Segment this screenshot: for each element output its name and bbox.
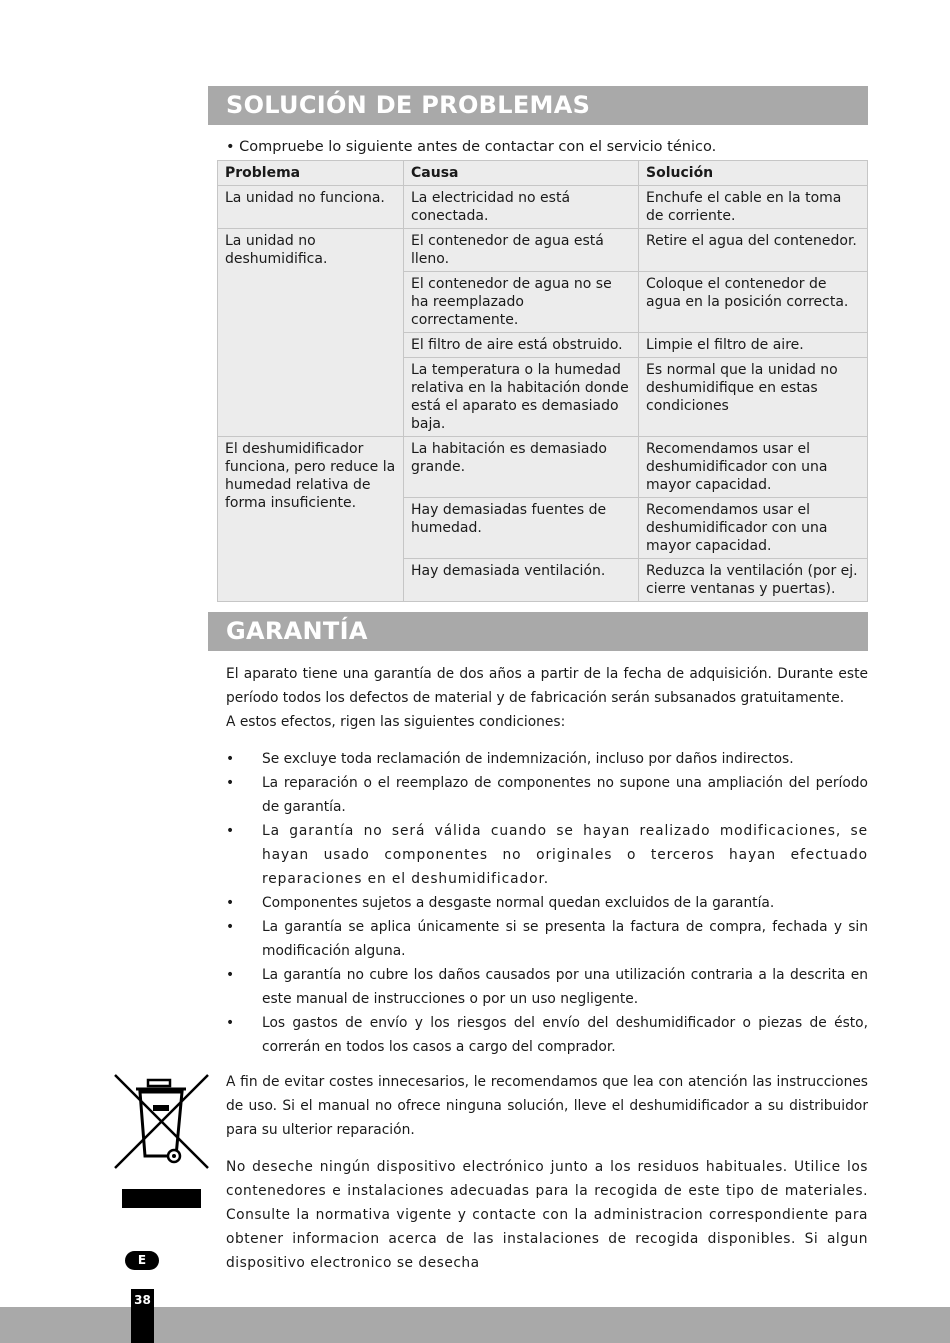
solution-cell: Enchufe el cable en la toma de corriente.	[639, 186, 868, 229]
weee-bar	[122, 1189, 201, 1208]
troubleshooting-intro: • Compruebe lo siguiente antes de contactar con el servicio ténico.	[226, 139, 717, 155]
solution-cell: Limpie el filtro de aire.	[639, 333, 868, 358]
warranty-advice: A fin de evitar costes innecesarios, le recomendamos que lea con atención las instrucciones de uso. Si el manual no ofrece ninguna solución, lleve el deshumidificador a su distribuidor para su ulterior reparación.	[226, 1074, 868, 1138]
solution-cell: Es normal que la unidad no deshumidifique en estas condiciones	[639, 358, 868, 437]
list-item: • Componentes sujetos a desgaste normal quedan excluidos de la garantía.	[226, 891, 868, 915]
warranty-conditions-list	[226, 747, 868, 1059]
warranty-title: GARANTÍA	[208, 612, 868, 651]
cause-cell: El filtro de aire está obstruido.	[404, 333, 639, 358]
table-header-row	[218, 161, 868, 186]
warranty-intro: El aparato tiene una garantía de dos años a partir de la fecha de adquisición. Durante este período todos los defectos de material y de fabricación serán subsanados gratuitamente.	[226, 666, 868, 706]
solution-cell: Reduzca la ventilación (por ej. cierre ventanas y puertas).	[639, 559, 868, 602]
cause-cell: Hay demasiadas fuentes de humedad.	[404, 498, 639, 559]
crossed-out-wheelie-bin-icon	[112, 1072, 212, 1176]
cause-cell: Hay demasiada ventilación.	[404, 559, 639, 602]
page-number: 38	[131, 1289, 154, 1343]
problem-cell: El deshumidificador funciona, pero reduce la humedad relativa de forma insuficiente.	[218, 437, 404, 602]
warranty-conditions-lead: A estos efectos, rigen las siguientes condiciones:	[226, 714, 566, 730]
troubleshooting-table	[217, 160, 868, 602]
list-item: • La garantía se aplica únicamente si se presenta la factura de compra, fechada y sin modificación alguna.	[226, 915, 868, 963]
header-solution: Solución	[639, 161, 868, 186]
cause-cell: El contenedor de agua no se ha reemplazado correctamente.	[404, 272, 639, 333]
cause-cell: La habitación es demasiado grande.	[404, 437, 639, 498]
cause-cell: El contenedor de agua está lleno.	[404, 229, 639, 272]
table-row	[218, 437, 868, 498]
cause-cell: La temperatura o la humedad relativa en la habitación donde está el aparato es demasiado baja.	[404, 358, 639, 437]
language-badge: E	[125, 1251, 159, 1270]
list-item: • Los gastos de envío y los riesgos del envío del deshumidificador o piezas de ésto, correrán en todos los casos a cargo del comprador.	[226, 1011, 868, 1059]
list-item: • La garantía no será válida cuando se hayan realizado modificaciones, se hayan usado componentes no originales o terceros hayan efectuado reparaciones en el deshumidificador.	[226, 819, 868, 891]
list-item: • La reparación o el reemplazo de componentes no supone una ampliación del período de garantía.	[226, 771, 868, 819]
table-row	[218, 229, 868, 272]
header-cause: Causa	[404, 161, 639, 186]
solution-cell: Recomendamos usar el deshumidificador con una mayor capacidad.	[639, 498, 868, 559]
solution-cell: Coloque el contenedor de agua en la posición correcta.	[639, 272, 868, 333]
list-item: • La garantía no cubre los daños causados por una utilización contraria a la descrita en este manual de instrucciones o por un uso negligente.	[226, 963, 868, 1011]
list-item: • Se excluye toda reclamación de indemnización, incluso por daños indirectos.	[226, 747, 868, 771]
cause-cell: La electricidad no está conectada.	[404, 186, 639, 229]
problem-cell: La unidad no deshumidifica.	[218, 229, 404, 437]
table-row	[218, 186, 868, 229]
solution-cell: Retire el agua del contenedor.	[639, 229, 868, 272]
header-problem: Problema	[218, 161, 404, 186]
solution-cell: Recomendamos usar el deshumidificador con una mayor capacidad.	[639, 437, 868, 498]
troubleshooting-title: SOLUCIÓN DE PROBLEMAS	[208, 86, 868, 125]
problem-cell: La unidad no funciona.	[218, 186, 404, 229]
disposal-notice: No deseche ningún dispositivo electrónico junto a los residuos habituales. Utilice los contenedores e instalaciones adecuadas para la recogida de este tipo de materiales. Consulte la normativa vigente y contacte con la administracion correspondiente para obtener informacion acerca de las instalaciones de recogida disponibles. Si algun dispositivo electronico se desecha	[226, 1159, 868, 1271]
